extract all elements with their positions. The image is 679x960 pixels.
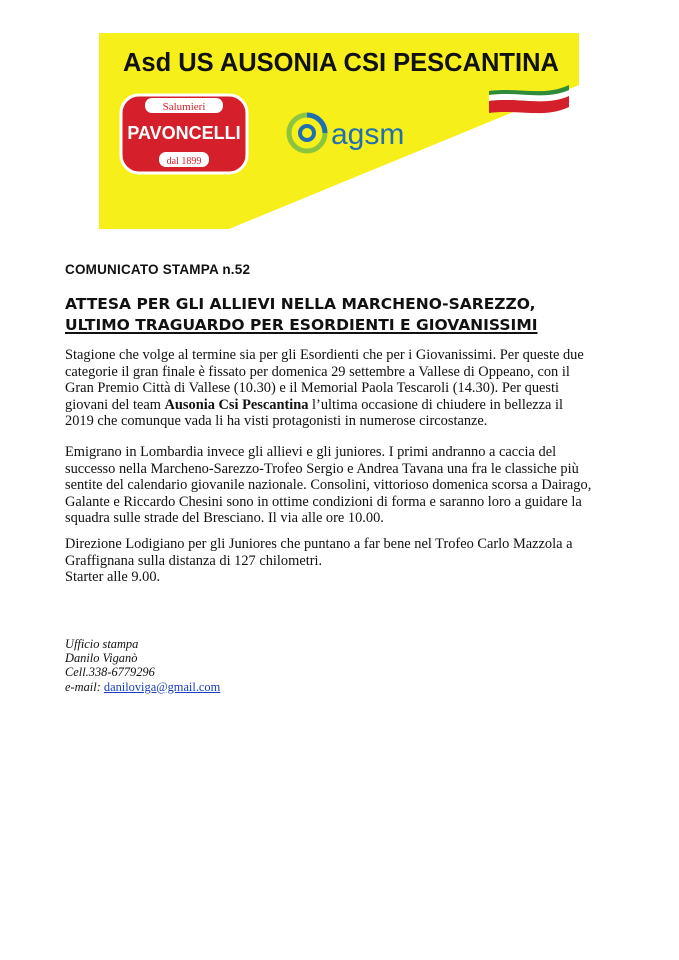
headline-line-2: ULTIMO TRAGUARDO PER ESORDIENTI E GIOVANISSIMI xyxy=(65,316,538,334)
paragraph-line: squadra sulle strade del Bresciano. Il via alle ore 10.00. xyxy=(65,510,384,527)
email-link[interactable]: daniloviga@gmail.com xyxy=(103,679,221,694)
text-span: l’ultima occasione di chiudere in bellezza il xyxy=(308,396,563,413)
signature-cell: Cell.338-6779296 xyxy=(65,665,155,680)
paragraph-esordienti xyxy=(65,347,625,430)
signature-email-label: e-mail: xyxy=(65,679,104,694)
comunicato-title: COMUNICATO STAMPA n.52 xyxy=(65,262,251,277)
signature-office: Ufficio stampa xyxy=(65,637,139,651)
paragraph-juniores xyxy=(65,536,625,586)
paragraph-line: 2019 che comunque vada li ha visti protagonisti in numerose circostanze. xyxy=(65,413,488,430)
signature-email-row xyxy=(65,680,220,694)
paragraph-line: Graffignana sulla distanza di 127 chilometri. xyxy=(65,552,323,569)
paragraph-line: Galante e Riccardo Chesini sono in ottime condizioni di forma e saranno loro a guidare la xyxy=(65,493,582,510)
signature-block xyxy=(65,637,220,694)
team-name-bold: Ausonia Csi Pescantina xyxy=(164,396,309,413)
paragraph-line: Direzione Lodigiano per gli Juniores che puntano a far bene nel Trofeo Carlo Mazzola a xyxy=(65,536,573,552)
svg-text:dal 1899: dal 1899 xyxy=(166,156,202,167)
paragraph-line: sentite del calendario giovanile nazionale. Consolini, vittorioso domenica scorsa a Dairago, xyxy=(65,477,592,494)
paragraph-line: Gran Premio Città di Vallese (10.30) e il Memorial Paola Tescaroli (14.30). Per questi xyxy=(65,380,560,397)
paragraph-allievi xyxy=(65,444,625,527)
svg-text:agsm: agsm xyxy=(331,118,405,151)
header-banner xyxy=(99,33,579,229)
pavoncelli-logo xyxy=(121,95,247,173)
svg-text:PAVONCELLI: PAVONCELLI xyxy=(127,123,241,143)
headline-line-1: ATTESA PER GLI ALLIEVI NELLA MARCHENO-SAREZZO, xyxy=(65,295,536,313)
paragraph-line: Stagione che volge al termine sia per gli Esordienti che per i Giovanissimi. Per queste due xyxy=(65,347,584,363)
paragraph-line: Starter alle 9.00. xyxy=(65,569,161,586)
banner-title: Asd US AUSONIA CSI PESCANTINA xyxy=(123,49,559,77)
paragraph-line: categorie il gran finale è fissato per domenica 29 settembre a Vallese di Oppeano, con il xyxy=(65,363,570,380)
paragraph-line: successo nella Marcheno-Sarezzo-Trofeo Sergio e Andrea Tavana una fra le classiche più xyxy=(65,460,579,477)
signature-name: Danilo Viganò xyxy=(65,651,138,666)
svg-text:Salumieri: Salumieri xyxy=(162,101,206,113)
paragraph-line: Emigrano in Lombardia invece gli allievi e gli juniores. I primi andranno a caccia del xyxy=(65,444,557,460)
text-span: giovani del team xyxy=(65,396,165,413)
paragraph-line xyxy=(65,397,625,414)
